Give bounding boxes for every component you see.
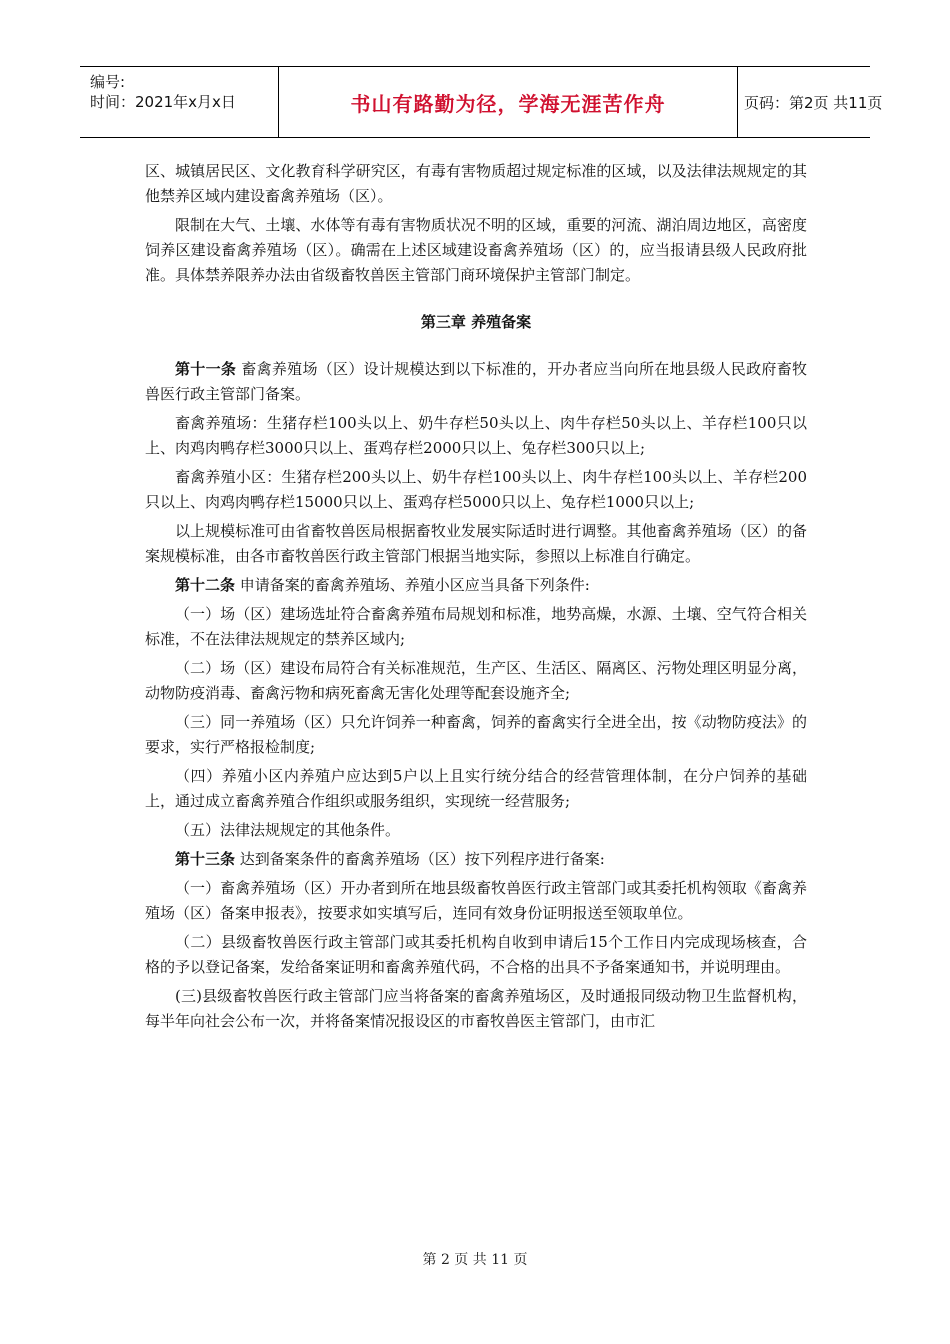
article-text: 申请备案的畜禽养殖场、养殖小区应当具备下列条件: xyxy=(235,576,590,594)
time-label: 时间：2021年x月x日 xyxy=(90,93,236,111)
list-item: （四）养殖小区内养殖户应达到5户以上且实行统分结合的经营管理体制，在分户饲养的基础上，通过成立畜禽养殖合作组织或服务组织，实现统一经营服务; xyxy=(145,767,807,810)
article-text: 达到备案条件的畜禽养殖场（区）按下列程序进行备案: xyxy=(235,850,605,868)
article-12 xyxy=(145,573,807,598)
article-heading: 第十一条 xyxy=(175,360,237,378)
paragraph: 畜禽养殖小区：生猪存栏200头以上、奶牛存栏100头以上、肉牛存栏100头以上、羊存栏200只以上、肉鸡肉鸭存栏15000只以上、蛋鸡存栏5000只以上、兔存栏1000只以上; xyxy=(145,468,807,511)
list-item: （二）场（区）建设布局符合有关标准规范，生产区、生活区、隔离区、污物处理区明显分离，动物防疫消毒、畜禽污物和病死畜禽无害化处理等配套设施齐全; xyxy=(145,659,807,702)
document-header xyxy=(80,66,883,138)
header-page-cell xyxy=(738,67,883,137)
list-item: （五）法律法规规定的其他条件。 xyxy=(175,821,401,839)
page-info: 页码：第2页 共11页 xyxy=(744,93,883,112)
paragraph: 畜禽养殖场：生猪存栏100头以上、奶牛存栏50头以上、肉牛存栏50头以上、羊存栏100只以上、肉鸡肉鸭存栏3000只以上、蛋鸡存栏2000只以上、兔存栏300只以上; xyxy=(145,414,807,457)
header-motto-cell xyxy=(278,67,738,137)
code-label: 编号: xyxy=(90,73,126,91)
list-item: （三）同一养殖场（区）只允许饲养一种畜禽，饲养的畜禽实行全进全出，按《动物防疫法》的要求，实行严格报检制度; xyxy=(145,713,807,756)
header-meta xyxy=(80,67,278,137)
motto-text: 书山有路勤为径，学海无涯苦作舟 xyxy=(350,91,666,116)
chapter-title: 第三章 养殖备案 xyxy=(420,313,532,331)
article-13 xyxy=(145,847,807,872)
list-item: （二）县级畜牧兽医行政主管部门或其委托机构自收到申请后15个工作日内完成现场核查，合格的予以登记备案，发给备案证明和畜禽养殖代码，不合格的出具不予备案通知书，并说明理由。 xyxy=(145,933,807,976)
article-heading: 第十三条 xyxy=(175,850,236,868)
article-text: 畜禽养殖场（区）设计规模达到以下标准的，开办者应当向所在地县级人民政府畜牧兽医行政主管部门备案。 xyxy=(145,360,807,403)
page-footer: 第 2 页 共 11 页 xyxy=(422,1252,528,1268)
list-item: (三)县级畜牧兽医行政主管部门应当将备案的畜禽养殖场区，及时通报同级动物卫生监督机构，每半年向社会公布一次，并将备案情况报设区的市畜牧兽医主管部门，由市汇 xyxy=(145,987,807,1030)
paragraph: 以上规模标准可由省畜牧兽医局根据畜牧业发展实际适时进行调整。其他畜禽养殖场（区）的备案规模标准，由各市畜牧兽医行政主管部门根据当地实际，参照以上标准自行确定。 xyxy=(145,522,807,565)
article-11 xyxy=(145,357,807,407)
list-item: （一）场（区）建场选址符合畜禽养殖布局规划和标准，地势高燥，水源、土壤、空气符合相关标准，不在法律法规规定的禁养区域内; xyxy=(145,605,807,648)
list-item: （一）畜禽养殖场（区）开办者到所在地县级畜牧兽医行政主管部门或其委托机构领取《畜禽养殖场（区）备案申报表》，按要求如实填写后，连同有效身份证明报送至领取单位。 xyxy=(145,879,807,922)
paragraph: 限制在大气、土壤、水体等有毒有害物质状况不明的区域，重要的河流、湖泊周边地区，高密度饲养区建设畜禽养殖场（区）。确需在上述区域建设畜禽养殖场（区）的，应当报请县级人民政府批准。具体禁养限养办法由省级畜牧兽医主管部门商环境保护主管部门制定。 xyxy=(145,216,807,284)
article-heading: 第十二条 xyxy=(175,576,236,594)
document-body xyxy=(145,159,807,1038)
paragraph: 区、城镇居民区、文化教育科学研究区，有毒有害物质超过规定标准的区域，以及法律法规规定的其他禁养区域内建设畜禽养殖场（区）。 xyxy=(145,162,807,205)
